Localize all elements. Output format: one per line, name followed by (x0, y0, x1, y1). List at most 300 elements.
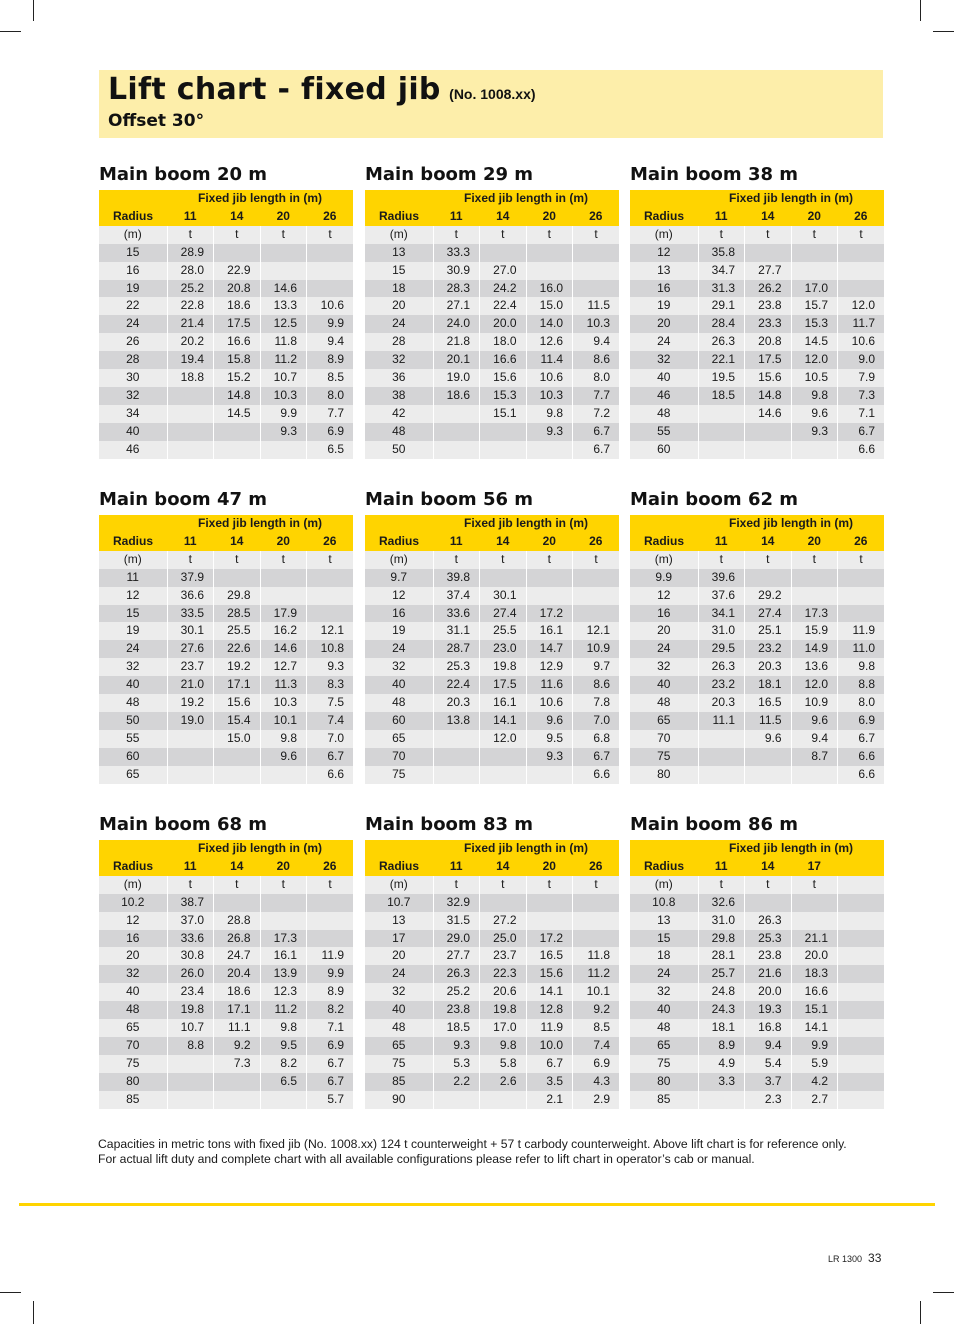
capacity-cell (838, 1037, 885, 1055)
radius-unit: (m) (99, 551, 167, 569)
capacity-cell: 5.9 (791, 1055, 838, 1073)
capacity-cell (838, 1001, 885, 1019)
capacity-cell: 34.1 (698, 605, 745, 623)
capacity-cell: 31.0 (698, 912, 745, 930)
capacity-cell: 13.6 (791, 658, 838, 676)
jib-length-header: Fixed jib length in (m) (433, 840, 619, 858)
table-row (365, 262, 619, 280)
capacity-cell: 19.4 (167, 351, 214, 369)
capacity-cell (307, 587, 354, 605)
table-row (630, 405, 884, 423)
capacity-cell: 11.2 (573, 965, 620, 983)
jib-length-cell: 11 (167, 208, 214, 226)
radius-cell: 32 (365, 983, 433, 1001)
radius-cell: 60 (365, 712, 433, 730)
capacity-cell: 6.5 (307, 441, 354, 459)
capacity-cell: 21.8 (433, 333, 480, 351)
header-row (365, 515, 619, 533)
table-row (99, 912, 353, 930)
capacity-cell: 19.8 (167, 1001, 214, 1019)
capacity-cell (791, 912, 838, 930)
table-row (630, 333, 884, 351)
capacity-cell: 18.5 (433, 1019, 480, 1037)
header-row (99, 533, 353, 551)
capacity-cell (433, 405, 480, 423)
capacity-cell: 30.1 (167, 622, 214, 640)
header-blank (99, 190, 167, 208)
radius-cell: 24 (99, 315, 167, 333)
capacity-cell: 8.5 (573, 1019, 620, 1037)
capacity-cell: 27.7 (745, 262, 792, 280)
capacity-cell: 23.8 (433, 1001, 480, 1019)
capacity-cell: 6.7 (307, 1073, 354, 1091)
capacity-cell: 12.9 (526, 658, 573, 676)
table-row (630, 947, 884, 965)
capacity-cell: 15.8 (214, 351, 261, 369)
footnote-line: Capacities in metric tons with fixed jib (No. 1008.xx) 124 t counterweight + 57 t carbody counterweight. Above lift chart is for reference only. (98, 1137, 847, 1151)
capacity-cell: 7.7 (573, 387, 620, 405)
capacity-cell: 3.3 (698, 1073, 745, 1091)
capacity-cell: 6.6 (838, 748, 885, 766)
capacity-cell: 22.3 (480, 965, 527, 983)
capacity-cell: 6.7 (838, 423, 885, 441)
unit-row (365, 226, 619, 244)
capacity-cell: 10.6 (838, 333, 885, 351)
table-row (630, 280, 884, 298)
lift-chart-main-boom-86 (630, 814, 884, 1109)
radius-cell: 80 (630, 1073, 698, 1091)
capacity-cell: 33.6 (167, 930, 214, 948)
jib-length-cell: 20 (791, 208, 838, 226)
table-row (99, 1055, 353, 1073)
capacity-cell (260, 587, 307, 605)
capacity-cell: 23.8 (745, 297, 792, 315)
radius-header: Radius (99, 858, 167, 876)
capacity-cell (167, 441, 214, 459)
capacity-cell: 25.3 (433, 658, 480, 676)
radius-cell: 75 (630, 748, 698, 766)
capacity-cell (745, 894, 792, 912)
table-row (99, 369, 353, 387)
capacity-cell (480, 441, 527, 459)
capacity-cell: 27.0 (480, 262, 527, 280)
radius-cell: 46 (99, 441, 167, 459)
radius-cell: 40 (365, 676, 433, 694)
table-row (365, 333, 619, 351)
unit-row (630, 226, 884, 244)
capacity-cell: 19.0 (433, 369, 480, 387)
jib-length-cell: 26 (307, 858, 354, 876)
capacity-cell: 21.6 (745, 965, 792, 983)
capacity-cell (838, 262, 885, 280)
capacity-cell: 17.5 (480, 676, 527, 694)
radius-cell: 19 (365, 622, 433, 640)
capacity-cell: 25.3 (745, 930, 792, 948)
capacity-cell: 20.3 (745, 658, 792, 676)
jib-length-cell: 11 (433, 533, 480, 551)
table-row (630, 748, 884, 766)
capacity-unit: t (526, 226, 573, 244)
capacity-cell (433, 748, 480, 766)
radius-cell: 19 (630, 297, 698, 315)
footer-rule (19, 1203, 935, 1206)
table-row (365, 244, 619, 262)
capacity-cell: 18.6 (214, 297, 261, 315)
page-header (99, 70, 883, 138)
capacity-cell: 2.6 (480, 1073, 527, 1091)
capacity-cell (526, 912, 573, 930)
capacity-cell: 16.1 (480, 694, 527, 712)
capacity-cell: 16.1 (260, 947, 307, 965)
capacity-cell: 2.7 (791, 1091, 838, 1109)
lift-table (99, 190, 353, 459)
capacity-cell: 11.1 (214, 1019, 261, 1037)
capacity-cell (791, 262, 838, 280)
capacity-cell: 7.2 (573, 405, 620, 423)
radius-cell: 55 (630, 423, 698, 441)
capacity-cell: 19.2 (167, 694, 214, 712)
capacity-cell: 2.2 (433, 1073, 480, 1091)
capacity-cell: 8.8 (838, 676, 885, 694)
capacity-cell (573, 894, 620, 912)
capacity-unit: t (307, 551, 354, 569)
capacity-cell: 10.1 (260, 712, 307, 730)
capacity-cell: 24.7 (214, 947, 261, 965)
capacity-cell: 17.5 (745, 351, 792, 369)
radius-cell: 12 (365, 587, 433, 605)
table-row (99, 640, 353, 658)
header-row (365, 533, 619, 551)
capacity-cell (838, 569, 885, 587)
capacity-cell (214, 569, 261, 587)
capacity-cell (526, 244, 573, 262)
capacity-unit: t (745, 226, 792, 244)
capacity-cell: 12.0 (791, 351, 838, 369)
jib-length-cell: 20 (526, 858, 573, 876)
capacity-cell: 25.2 (167, 280, 214, 298)
capacity-cell (480, 748, 527, 766)
capacity-unit: t (698, 876, 745, 894)
capacity-cell: 12.0 (480, 730, 527, 748)
capacity-cell: 11.5 (745, 712, 792, 730)
capacity-cell: 27.1 (433, 297, 480, 315)
capacity-cell: 23.0 (480, 640, 527, 658)
radius-cell: 24 (630, 965, 698, 983)
capacity-cell: 18.1 (745, 676, 792, 694)
capacity-cell: 27.7 (433, 947, 480, 965)
radius-cell: 50 (365, 441, 433, 459)
table-row (99, 333, 353, 351)
capacity-cell: 9.9 (307, 965, 354, 983)
capacity-cell: 14.7 (526, 640, 573, 658)
capacity-cell: 23.3 (745, 315, 792, 333)
table-row (365, 441, 619, 459)
capacity-cell: 12.1 (307, 622, 354, 640)
table-row (365, 730, 619, 748)
radius-cell: 85 (99, 1091, 167, 1109)
capacity-cell (214, 441, 261, 459)
table-row (630, 694, 884, 712)
capacity-cell: 2.1 (526, 1091, 573, 1109)
table-row (630, 1019, 884, 1037)
capacity-cell: 6.7 (573, 441, 620, 459)
capacity-cell: 9.9 (260, 405, 307, 423)
capacity-cell (480, 1091, 527, 1109)
header-row (365, 858, 619, 876)
capacity-cell (307, 605, 354, 623)
capacity-cell: 9.7 (573, 658, 620, 676)
capacity-cell (307, 280, 354, 298)
table-row (630, 894, 884, 912)
capacity-cell: 6.7 (307, 748, 354, 766)
capacity-cell: 34.7 (698, 262, 745, 280)
capacity-cell: 14.1 (791, 1019, 838, 1037)
capacity-unit (838, 876, 885, 894)
capacity-cell: 19.0 (167, 712, 214, 730)
capacity-cell: 6.7 (838, 730, 885, 748)
radius-cell: 24 (365, 640, 433, 658)
table-row (99, 605, 353, 623)
table-row (365, 369, 619, 387)
table-row (99, 405, 353, 423)
capacity-cell: 28.9 (167, 244, 214, 262)
crop-mark (33, 0, 34, 21)
radius-cell: 65 (365, 730, 433, 748)
capacity-cell: 5.7 (307, 1091, 354, 1109)
capacity-cell: 18.1 (698, 1019, 745, 1037)
capacity-cell: 20.8 (745, 333, 792, 351)
capacity-cell: 37.6 (698, 587, 745, 605)
radius-cell: 50 (99, 712, 167, 730)
capacity-cell: 11.9 (838, 622, 885, 640)
table-row (99, 694, 353, 712)
chart-title: Main boom 62 m (630, 489, 799, 510)
table-row (99, 262, 353, 280)
capacity-cell (260, 262, 307, 280)
capacity-cell: 6.7 (573, 748, 620, 766)
table-row (630, 297, 884, 315)
capacity-cell (167, 748, 214, 766)
capacity-cell: 4.3 (573, 1073, 620, 1091)
capacity-cell (838, 947, 885, 965)
lift-table (365, 190, 619, 459)
capacity-cell: 20.0 (791, 947, 838, 965)
table-row (365, 912, 619, 930)
table-row (365, 1001, 619, 1019)
capacity-cell: 6.6 (838, 766, 885, 784)
table-row (365, 748, 619, 766)
capacity-cell: 19.8 (480, 658, 527, 676)
capacity-cell (526, 587, 573, 605)
capacity-cell: 18.0 (480, 333, 527, 351)
radius-cell: 65 (630, 712, 698, 730)
radius-unit: (m) (365, 226, 433, 244)
jib-length-header: Fixed jib length in (m) (698, 515, 884, 533)
capacity-unit: t (167, 226, 214, 244)
capacity-cell: 9.2 (214, 1037, 261, 1055)
table-row (630, 766, 884, 784)
capacity-cell: 26.8 (214, 930, 261, 948)
table-row (99, 587, 353, 605)
capacity-cell (307, 930, 354, 948)
capacity-cell (791, 441, 838, 459)
capacity-cell: 28.8 (214, 912, 261, 930)
capacity-cell: 14.8 (214, 387, 261, 405)
capacity-cell: 37.0 (167, 912, 214, 930)
table-row (365, 1019, 619, 1037)
jib-length-cell: 14 (745, 533, 792, 551)
table-row (365, 280, 619, 298)
capacity-unit: t (214, 551, 261, 569)
table-row (365, 569, 619, 587)
capacity-cell: 9.6 (745, 730, 792, 748)
capacity-cell (214, 766, 261, 784)
capacity-cell: 7.7 (307, 405, 354, 423)
capacity-cell (214, 1091, 261, 1109)
capacity-cell (260, 244, 307, 262)
table-row (99, 947, 353, 965)
capacity-unit: t (791, 551, 838, 569)
capacity-cell (433, 423, 480, 441)
capacity-cell: 15.0 (526, 297, 573, 315)
capacity-cell: 10.6 (526, 369, 573, 387)
capacity-cell (698, 730, 745, 748)
capacity-cell: 8.0 (573, 369, 620, 387)
capacity-cell: 22.6 (214, 640, 261, 658)
lift-chart-main-boom-47 (99, 489, 353, 784)
table-row (99, 1073, 353, 1091)
capacity-cell: 9.9 (307, 315, 354, 333)
table-row (365, 315, 619, 333)
chart-title: Main boom 47 m (99, 489, 268, 510)
capacity-cell: 2.9 (573, 1091, 620, 1109)
capacity-unit: t (167, 551, 214, 569)
capacity-cell (214, 423, 261, 441)
radius-cell: 75 (99, 1055, 167, 1073)
capacity-cell: 6.7 (307, 1055, 354, 1073)
capacity-cell: 9.3 (526, 748, 573, 766)
lift-chart-main-boom-29 (365, 164, 619, 459)
capacity-cell (167, 423, 214, 441)
radius-unit: (m) (365, 876, 433, 894)
capacity-cell: 26.2 (745, 280, 792, 298)
table-row (99, 315, 353, 333)
table-row (630, 712, 884, 730)
capacity-unit: t (573, 551, 620, 569)
radius-cell: 26 (99, 333, 167, 351)
table-row (99, 1001, 353, 1019)
jib-length-header: Fixed jib length in (m) (698, 840, 884, 858)
capacity-cell: 17.1 (214, 676, 261, 694)
table-row (365, 1073, 619, 1091)
capacity-cell: 23.7 (167, 658, 214, 676)
header-row (630, 840, 884, 858)
lift-table (99, 840, 353, 1109)
table-row (99, 244, 353, 262)
capacity-cell: 12.3 (260, 983, 307, 1001)
capacity-cell: 10.7 (167, 1019, 214, 1037)
capacity-cell: 11.8 (573, 947, 620, 965)
table-row (630, 315, 884, 333)
table-row (630, 1037, 884, 1055)
capacity-cell: 6.6 (573, 766, 620, 784)
capacity-cell: 10.7 (260, 369, 307, 387)
table-row (630, 658, 884, 676)
radius-cell: 22 (99, 297, 167, 315)
radius-cell: 40 (630, 676, 698, 694)
capacity-unit: t (480, 226, 527, 244)
jib-length-cell: 14 (480, 533, 527, 551)
jib-length-cell: 26 (573, 533, 620, 551)
capacity-unit: t (307, 876, 354, 894)
lift-chart-main-boom-68 (99, 814, 353, 1109)
radius-header: Radius (630, 533, 698, 551)
radius-cell: 65 (99, 1019, 167, 1037)
capacity-cell (214, 894, 261, 912)
capacity-cell (838, 605, 885, 623)
capacity-cell: 33.6 (433, 605, 480, 623)
capacity-cell (791, 569, 838, 587)
capacity-cell: 31.5 (433, 912, 480, 930)
capacity-cell: 25.5 (480, 622, 527, 640)
table-row (99, 730, 353, 748)
radius-cell: 24 (99, 640, 167, 658)
jib-length-cell: 20 (260, 533, 307, 551)
table-row (365, 1091, 619, 1109)
jib-length-cell: 20 (791, 533, 838, 551)
jib-length-header: Fixed jib length in (m) (433, 515, 619, 533)
capacity-cell: 17.5 (214, 315, 261, 333)
capacity-cell: 9.3 (433, 1037, 480, 1055)
radius-cell: 80 (630, 766, 698, 784)
jib-length-header: Fixed jib length in (m) (167, 515, 353, 533)
capacity-cell (260, 441, 307, 459)
radius-cell: 60 (630, 441, 698, 459)
header-row (99, 208, 353, 226)
capacity-cell: 21.4 (167, 315, 214, 333)
capacity-cell: 28.7 (433, 640, 480, 658)
capacity-cell (526, 441, 573, 459)
capacity-cell: 8.6 (573, 676, 620, 694)
radius-cell: 12 (99, 912, 167, 930)
capacity-cell: 21.0 (167, 676, 214, 694)
table-row (365, 1055, 619, 1073)
capacity-cell: 16.2 (260, 622, 307, 640)
table-row (630, 569, 884, 587)
capacity-cell: 10.6 (307, 297, 354, 315)
capacity-cell: 10.3 (526, 387, 573, 405)
table-row (99, 894, 353, 912)
radius-cell: 48 (99, 1001, 167, 1019)
table-row (365, 622, 619, 640)
capacity-unit: t (167, 876, 214, 894)
capacity-cell: 10.3 (573, 315, 620, 333)
table-row (99, 423, 353, 441)
radius-header: Radius (99, 208, 167, 226)
header-blank (99, 840, 167, 858)
capacity-cell: 14.5 (214, 405, 261, 423)
capacity-cell (791, 766, 838, 784)
capacity-cell: 32.9 (433, 894, 480, 912)
capacity-cell: 8.0 (838, 694, 885, 712)
table-row (630, 676, 884, 694)
radius-cell: 16 (630, 605, 698, 623)
capacity-cell: 8.9 (307, 983, 354, 1001)
table-row (365, 894, 619, 912)
capacity-cell: 25.1 (745, 622, 792, 640)
radius-cell: 15 (99, 244, 167, 262)
jib-length-header: Fixed jib length in (m) (167, 840, 353, 858)
